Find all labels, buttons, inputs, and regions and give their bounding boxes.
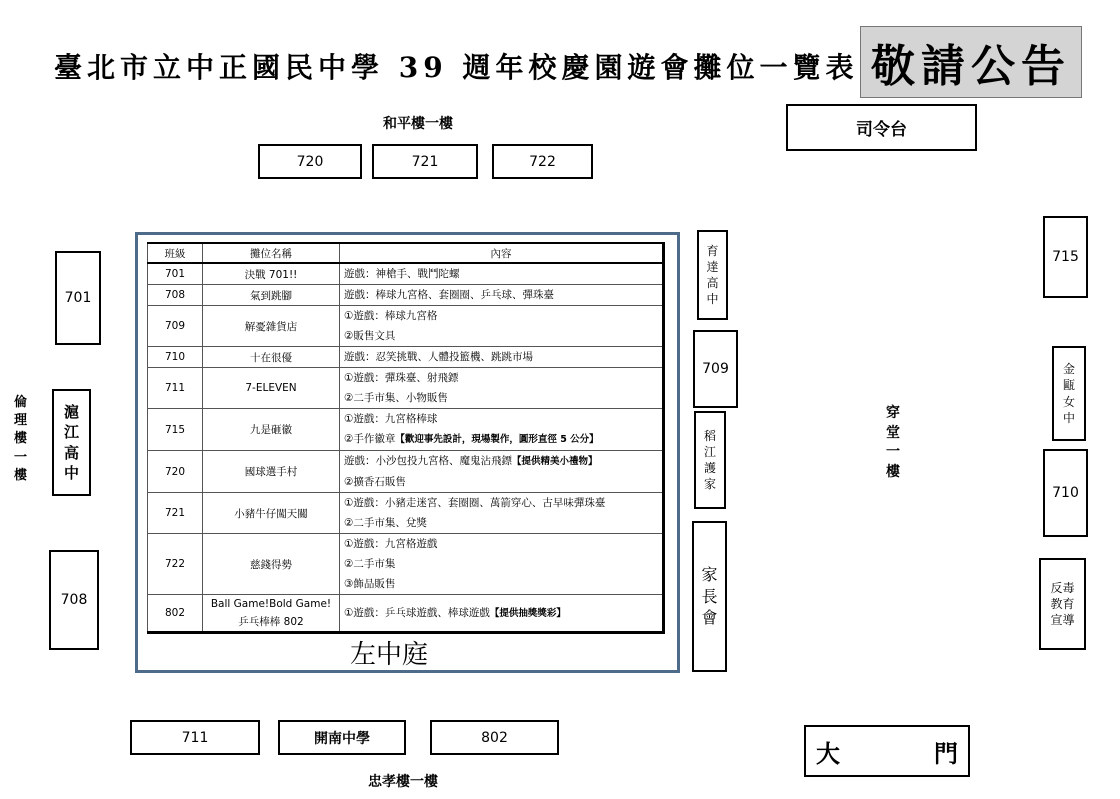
school-jinou-box: 金 甌 女 中 (1052, 346, 1086, 441)
class-cell: 715 (148, 409, 203, 451)
school-hujiang-box: 滬 江 高 中 (52, 389, 91, 496)
room-720-box: 720 (258, 144, 362, 179)
col-class-header: 班級 (148, 243, 203, 263)
class-cell: 722 (148, 534, 203, 595)
table-row (148, 347, 664, 368)
courtyard-label: 左中庭 (350, 640, 429, 670)
booth-name-cell: 九是砸徽 (203, 409, 340, 451)
table-row (148, 595, 664, 633)
stage-box: 司令台 (786, 104, 977, 151)
room-710-box: 710 (1043, 449, 1088, 537)
main-gate-box: 大 門 (804, 725, 970, 777)
room-711-box: 711 (130, 720, 260, 755)
booth-name-cell: 決戰 701!! (203, 263, 340, 285)
top-building-label: 和平樓一樓 (383, 116, 453, 132)
school-kainan-box: 開南中學 (278, 720, 406, 755)
booth-name-cell: 7-ELEVEN (203, 368, 340, 409)
class-cell: 711 (148, 368, 203, 409)
room-708-box: 708 (49, 550, 99, 650)
room-722-box: 722 (492, 144, 593, 179)
booth-name-cell: 十在很優 (203, 347, 340, 368)
class-cell: 701 (148, 263, 203, 285)
content-cell: ①遊戲：乒乓球遊戲、棒球遊戲【提供抽獎獎彩】 (340, 595, 664, 633)
col-content-header: 內容 (340, 243, 664, 263)
bottom-building-label: 忠孝樓一樓 (368, 774, 438, 790)
left-building-label: 倫 理 樓 一 樓 (14, 395, 28, 483)
class-cell: 710 (148, 347, 203, 368)
room-701-box: 701 (55, 251, 101, 345)
page-title: 臺北市立中正國民中學 39 週年校慶園遊會攤位一覽表 (54, 51, 859, 84)
content-cell: ①遊戲：彈珠臺、射飛鏢 ②二手市集、小物販售 (340, 368, 664, 409)
room-709-box: 709 (693, 330, 738, 408)
table-row (148, 451, 664, 493)
right-building-label: 穿 堂 一 樓 (886, 405, 900, 480)
content-cell: ①遊戲：小豬走迷宮、套圈圈、萬箭穿心、古早味彈珠臺 ②二手市集、兌獎 (340, 493, 664, 534)
content-cell: 遊戲：神槍手、戰鬥陀螺 (340, 263, 664, 285)
table-row (148, 493, 664, 534)
booth-name-cell: 國球選手村 (203, 451, 340, 493)
class-cell: 720 (148, 451, 203, 493)
table-row (148, 534, 664, 595)
booth-name-cell: 氣到跳腳 (203, 285, 340, 306)
class-cell: 709 (148, 306, 203, 347)
notice-banner: 敬請公告 (860, 26, 1082, 98)
room-715-box: 715 (1043, 216, 1088, 298)
table-row (148, 285, 664, 306)
room-721-box: 721 (372, 144, 478, 179)
content-cell: 遊戲：忍笑挑戰、人體投籃機、跳跳市場 (340, 347, 664, 368)
table-row (148, 306, 664, 347)
content-cell: ①遊戲：九宮格棒球 ②手作徽章【歡迎事先設計，現場製作，圓形直徑 5 公分】 (340, 409, 664, 451)
parents-association-box: 家 長 會 (692, 521, 727, 672)
anti-drug-box: 反毒 教育 宣導 (1039, 558, 1086, 650)
content-cell: 遊戲：小沙包投九宮格、魔鬼沾飛鏢【提供精美小禮物】 ②擴香石販售 (340, 451, 664, 493)
content-cell: ①遊戲：棒球九宮格 ②販售文具 (340, 306, 664, 347)
content-cell: 遊戲：棒球九宮格、套圈圈、乒乓球、彈珠臺 (340, 285, 664, 306)
class-cell: 802 (148, 595, 203, 633)
school-yuda-box: 育 達 高 中 (697, 230, 728, 320)
booth-name-cell: Ball Game!Bold Game! 乒乓棒棒 802 (203, 595, 340, 633)
table-row (148, 263, 664, 285)
col-name-header: 攤位名稱 (203, 243, 340, 263)
booth-name-cell: 小豬牛仔闖天關 (203, 493, 340, 534)
class-cell: 721 (148, 493, 203, 534)
table-row (148, 409, 664, 451)
booth-name-cell: 解憂雜貨店 (203, 306, 340, 347)
room-802-box: 802 (430, 720, 559, 755)
booth-name-cell: 慈錢得勢 (203, 534, 340, 595)
table-row (148, 368, 664, 409)
content-cell: ①遊戲：九宮格遊戲 ②二手市集 ③飾品販售 (340, 534, 664, 595)
school-daojiang-box: 稻 江 護 家 (694, 411, 726, 509)
booth-table (147, 242, 665, 634)
table-header-row (148, 243, 664, 263)
class-cell: 708 (148, 285, 203, 306)
